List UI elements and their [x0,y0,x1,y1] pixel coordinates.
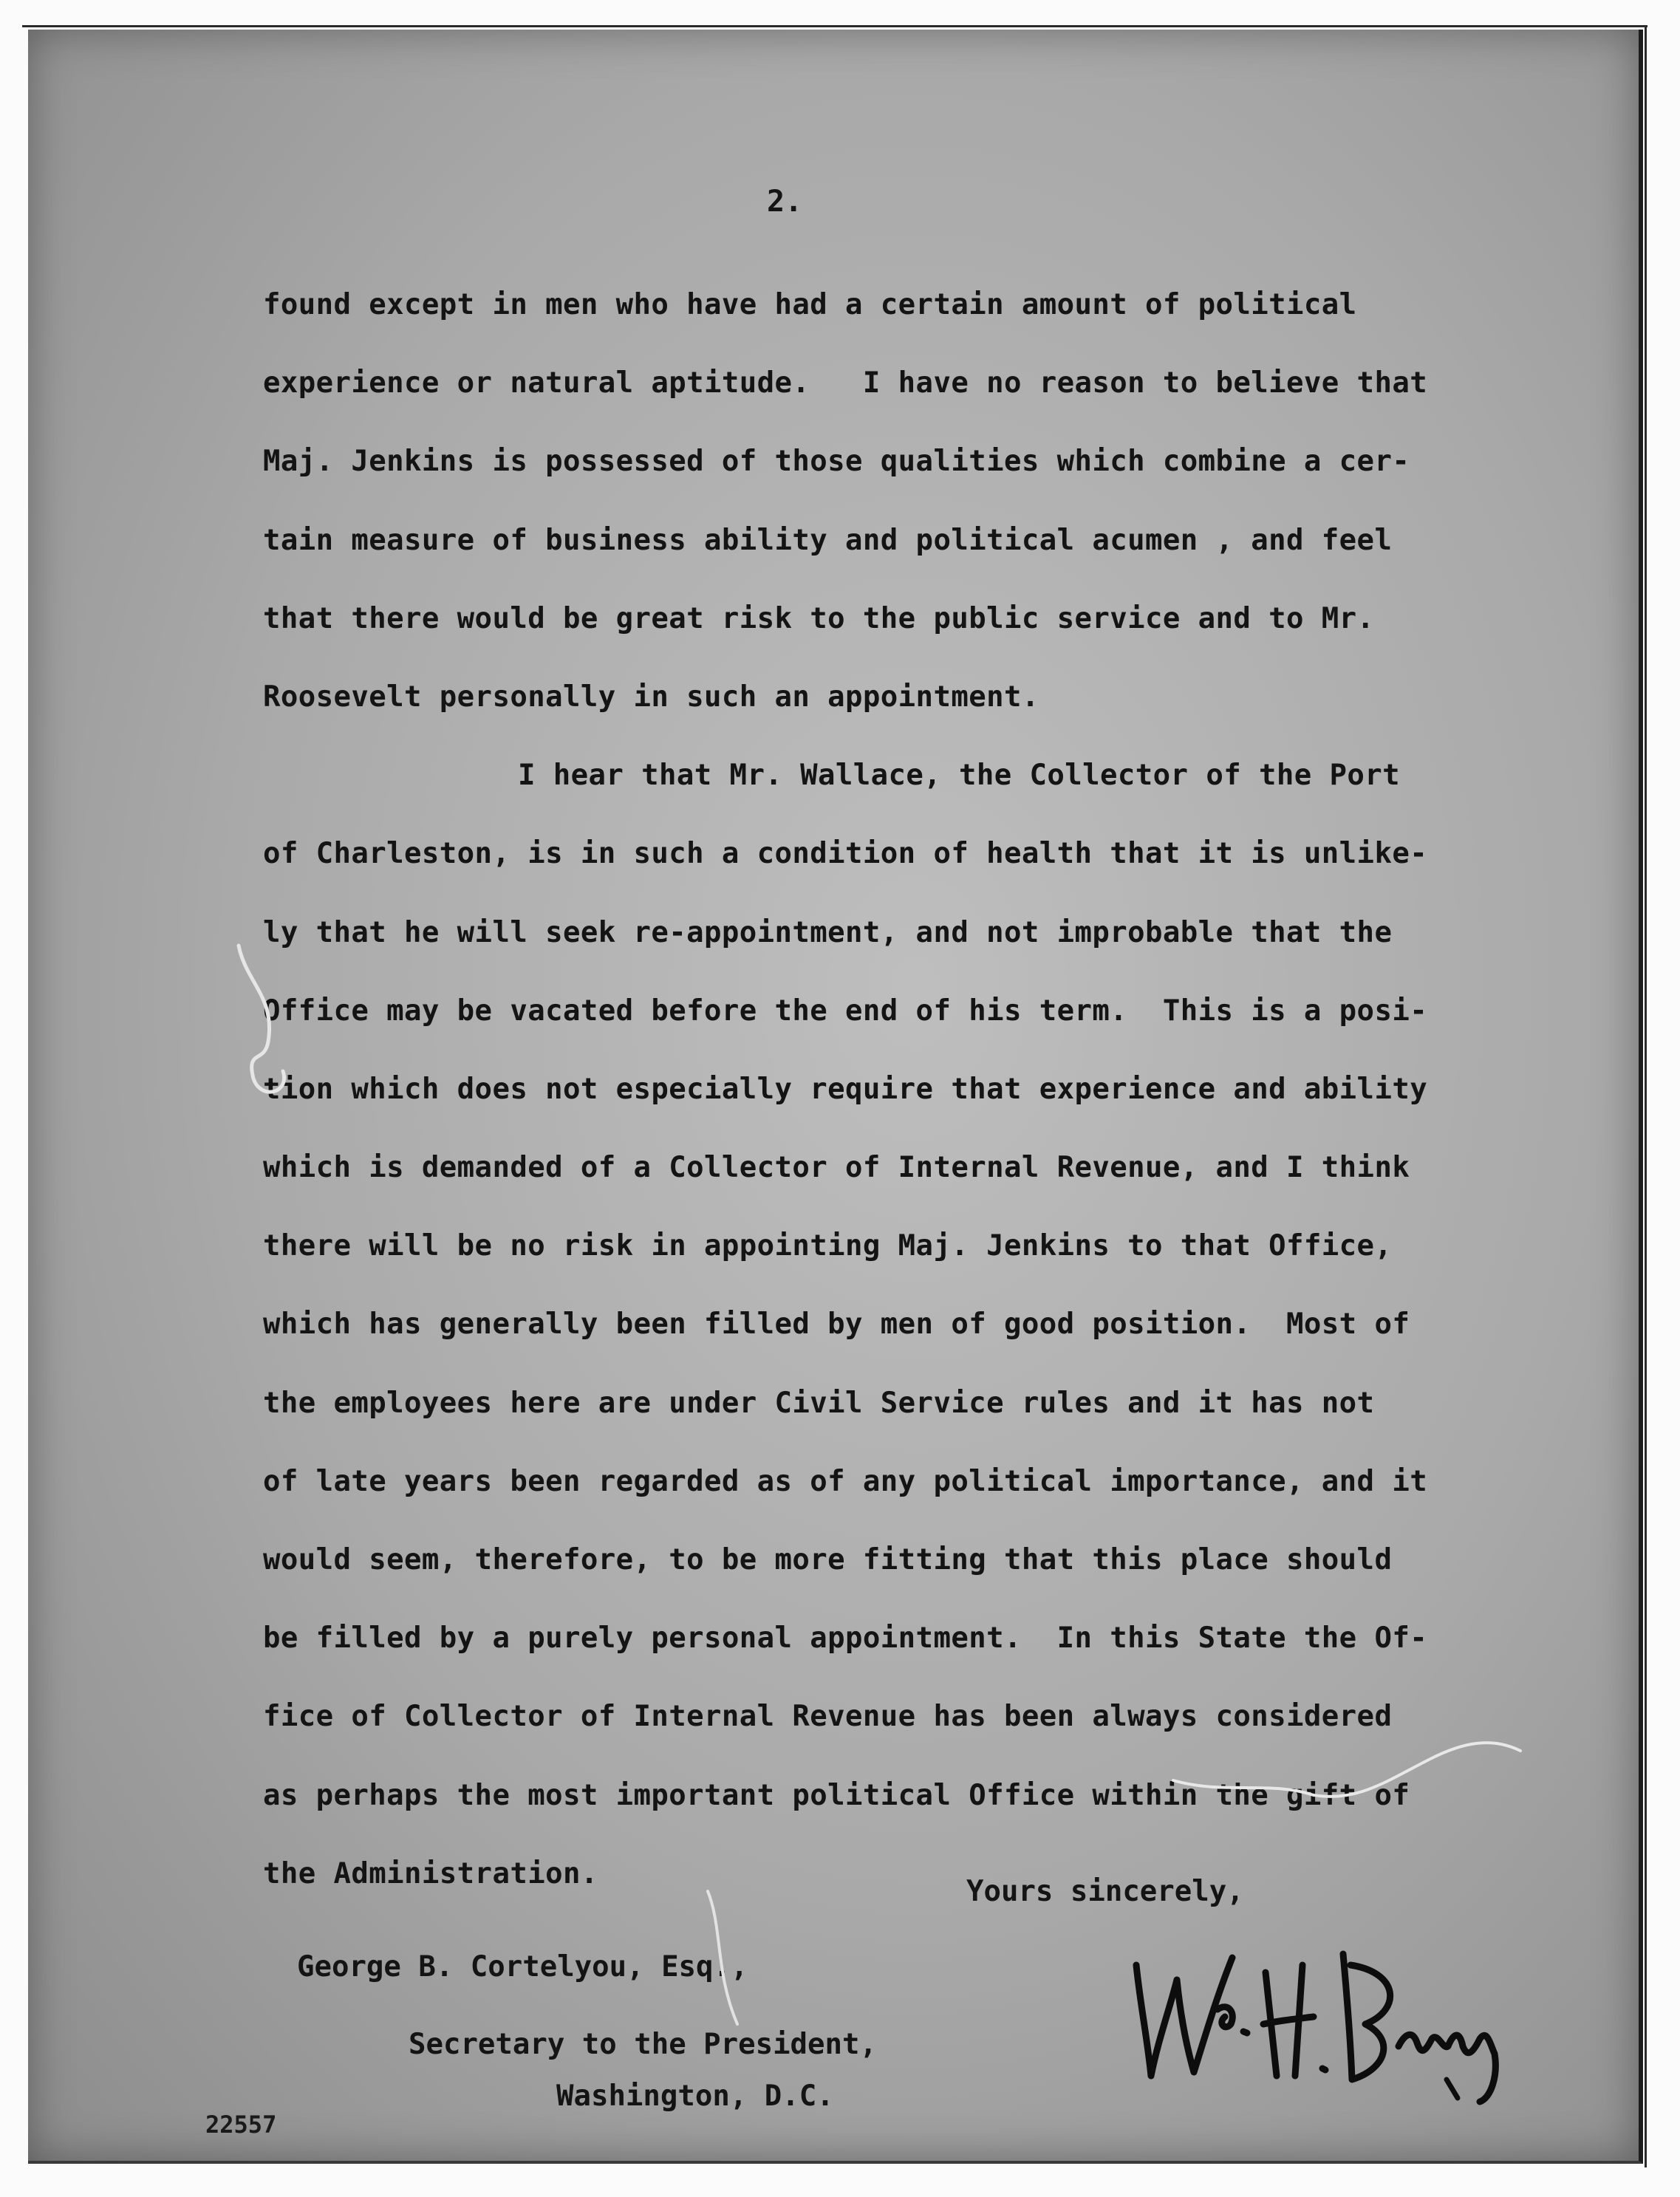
body-line: tain measure of business ability and political acumen , and feel [263,523,1393,557]
letter-page [28,30,1643,2164]
body-line: which is demanded of a Collector of Internal Revenue, and I think [263,1151,1410,1185]
body-line: experience or natural aptitude. I have no reason to believe that [263,366,1428,400]
scan-border-right [1645,25,1647,2167]
body-line: Office may be vacated before the end of his term. This is a posi- [263,994,1428,1028]
body-line: as perhaps the most important political Office within the gift of [263,1778,1410,1812]
body-line: of late years been regarded as of any political importance, and it [263,1464,1428,1498]
body-line: that there would be great risk to the public service and to Mr. [263,601,1375,635]
body-line: would seem, therefore, to be more fitting that this place should [263,1543,1393,1576]
body-line: be filled by a purely personal appointment. In this State the Of- [263,1622,1428,1656]
scan-border-top [22,25,1647,27]
body-line: the Administration. [263,1856,598,1890]
scratch-mark [693,1884,759,2032]
scratch-mark [224,938,313,1115]
body-line: Roosevelt personally in such an appointment. [263,680,1039,714]
page-number: 2. [767,185,803,219]
body-line: ly that he will seek re-appointment, and not improbable that the [263,915,1393,949]
body-line: of Charleston, is in such a condition of health that it is unlike- [263,837,1428,871]
complimentary-close: Yours sincerely, [966,1875,1244,1908]
body-line-paragraph-start: I hear that Mr. Wallace, the Collector of the Port [518,759,1400,793]
addressee-location: Washington, D.C. [556,2080,834,2113]
body-line: there will be no risk in appointing Maj. Jenkins to that Office, [263,1229,1393,1263]
body-line: fice of Collector of Internal Revenue has been always considered [263,1700,1393,1734]
file-number: 22557 [205,2111,277,2139]
body-line: the employees here are under Civil Service rules and it has not [263,1386,1375,1420]
scratch-mark [1166,1692,1535,1810]
body-line: found except in men who have had a certain amount of political [263,288,1357,321]
body-line: Maj. Jenkins is possessed of those qualities which combine a cer- [263,445,1410,479]
body-line: tion which does not especially require that experience and ability [263,1072,1428,1106]
body-line: which has generally been filled by men of good position. Most of [263,1308,1410,1342]
letter-body [263,266,1608,1913]
addressee-name: George B. Cortelyou, Esq., [297,1950,748,1984]
handwritten-signature [1107,1921,1520,2113]
addressee-title: Secretary to the President, [409,2028,877,2061]
